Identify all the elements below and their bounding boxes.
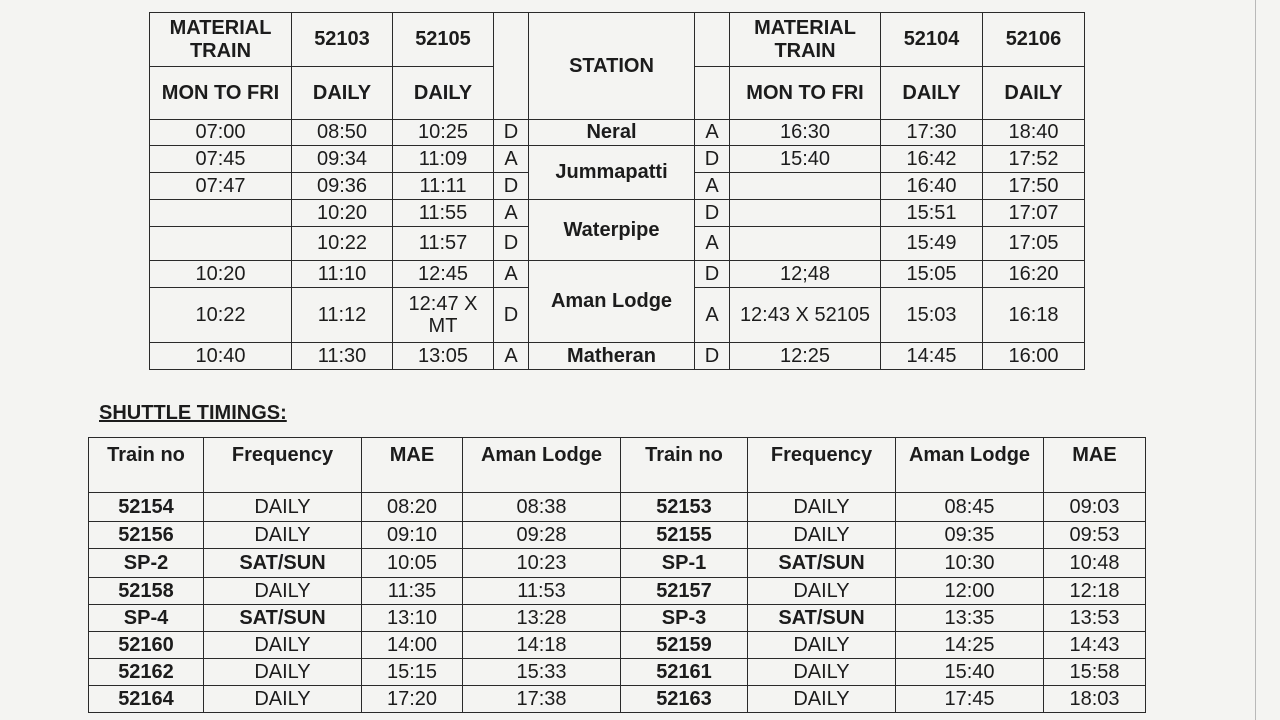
time-cell: 14:43 <box>1044 632 1146 659</box>
train-number: 52155 <box>621 522 748 549</box>
timetable-row <box>150 120 1085 146</box>
frequency-cell: DAILY <box>748 659 896 686</box>
arr-dep-marker: A <box>695 173 730 200</box>
timetable-row <box>150 200 1085 227</box>
frequency-cell: DAILY <box>204 632 362 659</box>
time-cell: 16:18 <box>983 288 1085 343</box>
timetable-row <box>150 146 1085 173</box>
column-header: MATERIAL TRAIN <box>730 13 881 67</box>
arr-dep-marker: D <box>494 288 529 343</box>
time-cell: 12:47 X MT <box>393 288 494 343</box>
arr-dep-marker: A <box>494 146 529 173</box>
header-row <box>150 13 1085 67</box>
train-number: SP-3 <box>621 605 748 632</box>
station-name: Aman Lodge <box>529 261 695 343</box>
shuttle-column-header: Frequency <box>748 438 896 493</box>
time-cell: 10:40 <box>150 343 292 370</box>
station-name: Waterpipe <box>529 200 695 261</box>
train-number: 52158 <box>89 578 204 605</box>
arr-dep-marker: D <box>695 343 730 370</box>
time-cell <box>730 227 881 261</box>
shuttle-column-header: Train no <box>89 438 204 493</box>
time-cell: 12:43 X 52105 <box>730 288 881 343</box>
timetable <box>149 12 1085 370</box>
frequency-cell: SAT/SUN <box>204 549 362 578</box>
time-cell: 12:25 <box>730 343 881 370</box>
time-cell: 14:00 <box>362 632 463 659</box>
shuttle-column-header: Aman Lodge <box>463 438 621 493</box>
shuttle-row <box>89 632 1146 659</box>
time-cell: 18:40 <box>983 120 1085 146</box>
frequency-cell: DAILY <box>748 522 896 549</box>
time-cell: 16:42 <box>881 146 983 173</box>
arr-dep-marker: A <box>695 120 730 146</box>
frequency-cell: SAT/SUN <box>204 605 362 632</box>
time-cell: 15:58 <box>1044 659 1146 686</box>
time-cell: 13:28 <box>463 605 621 632</box>
train-number: SP-1 <box>621 549 748 578</box>
arr-dep-marker: A <box>494 261 529 288</box>
time-cell: 15:51 <box>881 200 983 227</box>
column-subheader: DAILY <box>393 67 494 120</box>
time-cell: 13:35 <box>896 605 1044 632</box>
station-name: Neral <box>529 120 695 146</box>
train-number: 52157 <box>621 578 748 605</box>
shuttle-column-header: MAE <box>362 438 463 493</box>
time-cell: 16:00 <box>983 343 1085 370</box>
blank-cell <box>695 67 730 120</box>
frequency-cell: DAILY <box>204 578 362 605</box>
time-cell: 13:53 <box>1044 605 1146 632</box>
shuttle-column-header: MAE <box>1044 438 1146 493</box>
blank-cell <box>494 13 529 120</box>
time-cell: 10:22 <box>150 288 292 343</box>
frequency-cell: DAILY <box>204 522 362 549</box>
train-number: 52159 <box>621 632 748 659</box>
time-cell <box>150 227 292 261</box>
time-cell: 17:05 <box>983 227 1085 261</box>
shuttle-row <box>89 659 1146 686</box>
arr-dep-marker: D <box>494 227 529 261</box>
arr-dep-marker: D <box>695 146 730 173</box>
time-cell <box>730 173 881 200</box>
time-cell: 17:52 <box>983 146 1085 173</box>
train-number: 52160 <box>89 632 204 659</box>
time-cell: 10:22 <box>292 227 393 261</box>
arr-dep-marker: D <box>494 173 529 200</box>
column-header: 52104 <box>881 13 983 67</box>
time-cell: 09:35 <box>896 522 1044 549</box>
shuttle-column-header: Train no <box>621 438 748 493</box>
frequency-cell: DAILY <box>748 632 896 659</box>
time-cell: 16:20 <box>983 261 1085 288</box>
time-cell: 17:20 <box>362 686 463 713</box>
time-cell: 09:34 <box>292 146 393 173</box>
time-cell: 14:45 <box>881 343 983 370</box>
frequency-cell: DAILY <box>748 493 896 522</box>
time-cell: 18:03 <box>1044 686 1146 713</box>
time-cell: 10:20 <box>292 200 393 227</box>
shuttle-row <box>89 605 1146 632</box>
time-cell: 08:45 <box>896 493 1044 522</box>
time-cell: 08:50 <box>292 120 393 146</box>
time-cell: 10:30 <box>896 549 1044 578</box>
time-cell: 12:45 <box>393 261 494 288</box>
train-number: 52161 <box>621 659 748 686</box>
shuttle-row <box>89 549 1146 578</box>
column-subheader: DAILY <box>983 67 1085 120</box>
train-number: 52164 <box>89 686 204 713</box>
train-number: 52154 <box>89 493 204 522</box>
frequency-cell: DAILY <box>748 686 896 713</box>
column-header: 52103 <box>292 13 393 67</box>
arr-dep-marker: A <box>695 227 730 261</box>
column-subheader: MON TO FRI <box>150 67 292 120</box>
time-cell: 13:10 <box>362 605 463 632</box>
time-cell: 14:25 <box>896 632 1044 659</box>
time-cell: 16:30 <box>730 120 881 146</box>
frequency-cell: DAILY <box>204 686 362 713</box>
time-cell: 09:03 <box>1044 493 1146 522</box>
time-cell: 13:05 <box>393 343 494 370</box>
column-header: MATERIAL TRAIN <box>150 13 292 67</box>
time-cell: 11:10 <box>292 261 393 288</box>
column-header: 52106 <box>983 13 1085 67</box>
frequency-cell: DAILY <box>204 659 362 686</box>
frequency-cell: DAILY <box>748 578 896 605</box>
time-cell: 07:47 <box>150 173 292 200</box>
station-name: Matheran <box>529 343 695 370</box>
time-cell: 11:55 <box>393 200 494 227</box>
time-cell: 15:03 <box>881 288 983 343</box>
train-number: SP-4 <box>89 605 204 632</box>
column-subheader: MON TO FRI <box>730 67 881 120</box>
column-header: 52105 <box>393 13 494 67</box>
time-cell: 11:11 <box>393 173 494 200</box>
time-cell: 09:10 <box>362 522 463 549</box>
shuttle-column-header: Aman Lodge <box>896 438 1044 493</box>
time-cell: 12:18 <box>1044 578 1146 605</box>
time-cell <box>150 200 292 227</box>
time-cell <box>730 200 881 227</box>
time-cell: 11:30 <box>292 343 393 370</box>
time-cell: 15:33 <box>463 659 621 686</box>
page-edge-line <box>1255 0 1256 720</box>
shuttle-title: SHUTTLE TIMINGS: <box>99 402 287 424</box>
time-cell: 15:49 <box>881 227 983 261</box>
time-cell: 17:38 <box>463 686 621 713</box>
time-cell: 10:23 <box>463 549 621 578</box>
time-cell: 09:28 <box>463 522 621 549</box>
timetable-row <box>150 343 1085 370</box>
time-cell: 10:25 <box>393 120 494 146</box>
arr-dep-marker: D <box>695 200 730 227</box>
time-cell: 08:20 <box>362 493 463 522</box>
time-cell: 08:38 <box>463 493 621 522</box>
station-header: STATION <box>529 13 695 120</box>
shuttle-header-row <box>89 438 1146 493</box>
shuttle-row <box>89 686 1146 713</box>
train-number: 52153 <box>621 493 748 522</box>
time-cell: 10:48 <box>1044 549 1146 578</box>
shuttle-row <box>89 578 1146 605</box>
time-cell: 09:53 <box>1044 522 1146 549</box>
time-cell: 07:00 <box>150 120 292 146</box>
time-cell: 17:07 <box>983 200 1085 227</box>
time-cell: 09:36 <box>292 173 393 200</box>
time-cell: 15:40 <box>730 146 881 173</box>
timetable-row <box>150 261 1085 288</box>
time-cell: 15:05 <box>881 261 983 288</box>
time-cell: 17:50 <box>983 173 1085 200</box>
time-cell: 15:15 <box>362 659 463 686</box>
shuttle-column-header: Frequency <box>204 438 362 493</box>
time-cell: 12:00 <box>896 578 1044 605</box>
frequency-cell: SAT/SUN <box>748 605 896 632</box>
shuttle-row <box>89 522 1146 549</box>
train-number: 52162 <box>89 659 204 686</box>
column-subheader: DAILY <box>292 67 393 120</box>
arr-dep-marker: A <box>494 343 529 370</box>
time-cell: 17:45 <box>896 686 1044 713</box>
train-number: 52156 <box>89 522 204 549</box>
shuttle-row <box>89 493 1146 522</box>
station-name: Jummapatti <box>529 146 695 200</box>
frequency-cell: SAT/SUN <box>748 549 896 578</box>
time-cell: 12;48 <box>730 261 881 288</box>
frequency-cell: DAILY <box>204 493 362 522</box>
time-cell: 11:53 <box>463 578 621 605</box>
time-cell: 16:40 <box>881 173 983 200</box>
arr-dep-marker: A <box>494 200 529 227</box>
time-cell: 11:35 <box>362 578 463 605</box>
time-cell: 14:18 <box>463 632 621 659</box>
time-cell: 17:30 <box>881 120 983 146</box>
time-cell: 15:40 <box>896 659 1044 686</box>
train-number: SP-2 <box>89 549 204 578</box>
time-cell: 07:45 <box>150 146 292 173</box>
blank-cell <box>695 13 730 67</box>
time-cell: 11:09 <box>393 146 494 173</box>
arr-dep-marker: D <box>494 120 529 146</box>
column-subheader: DAILY <box>881 67 983 120</box>
time-cell: 10:05 <box>362 549 463 578</box>
train-number: 52163 <box>621 686 748 713</box>
shuttle-timetable <box>88 437 1146 713</box>
time-cell: 11:12 <box>292 288 393 343</box>
time-cell: 10:20 <box>150 261 292 288</box>
arr-dep-marker: D <box>695 261 730 288</box>
arr-dep-marker: A <box>695 288 730 343</box>
time-cell: 11:57 <box>393 227 494 261</box>
